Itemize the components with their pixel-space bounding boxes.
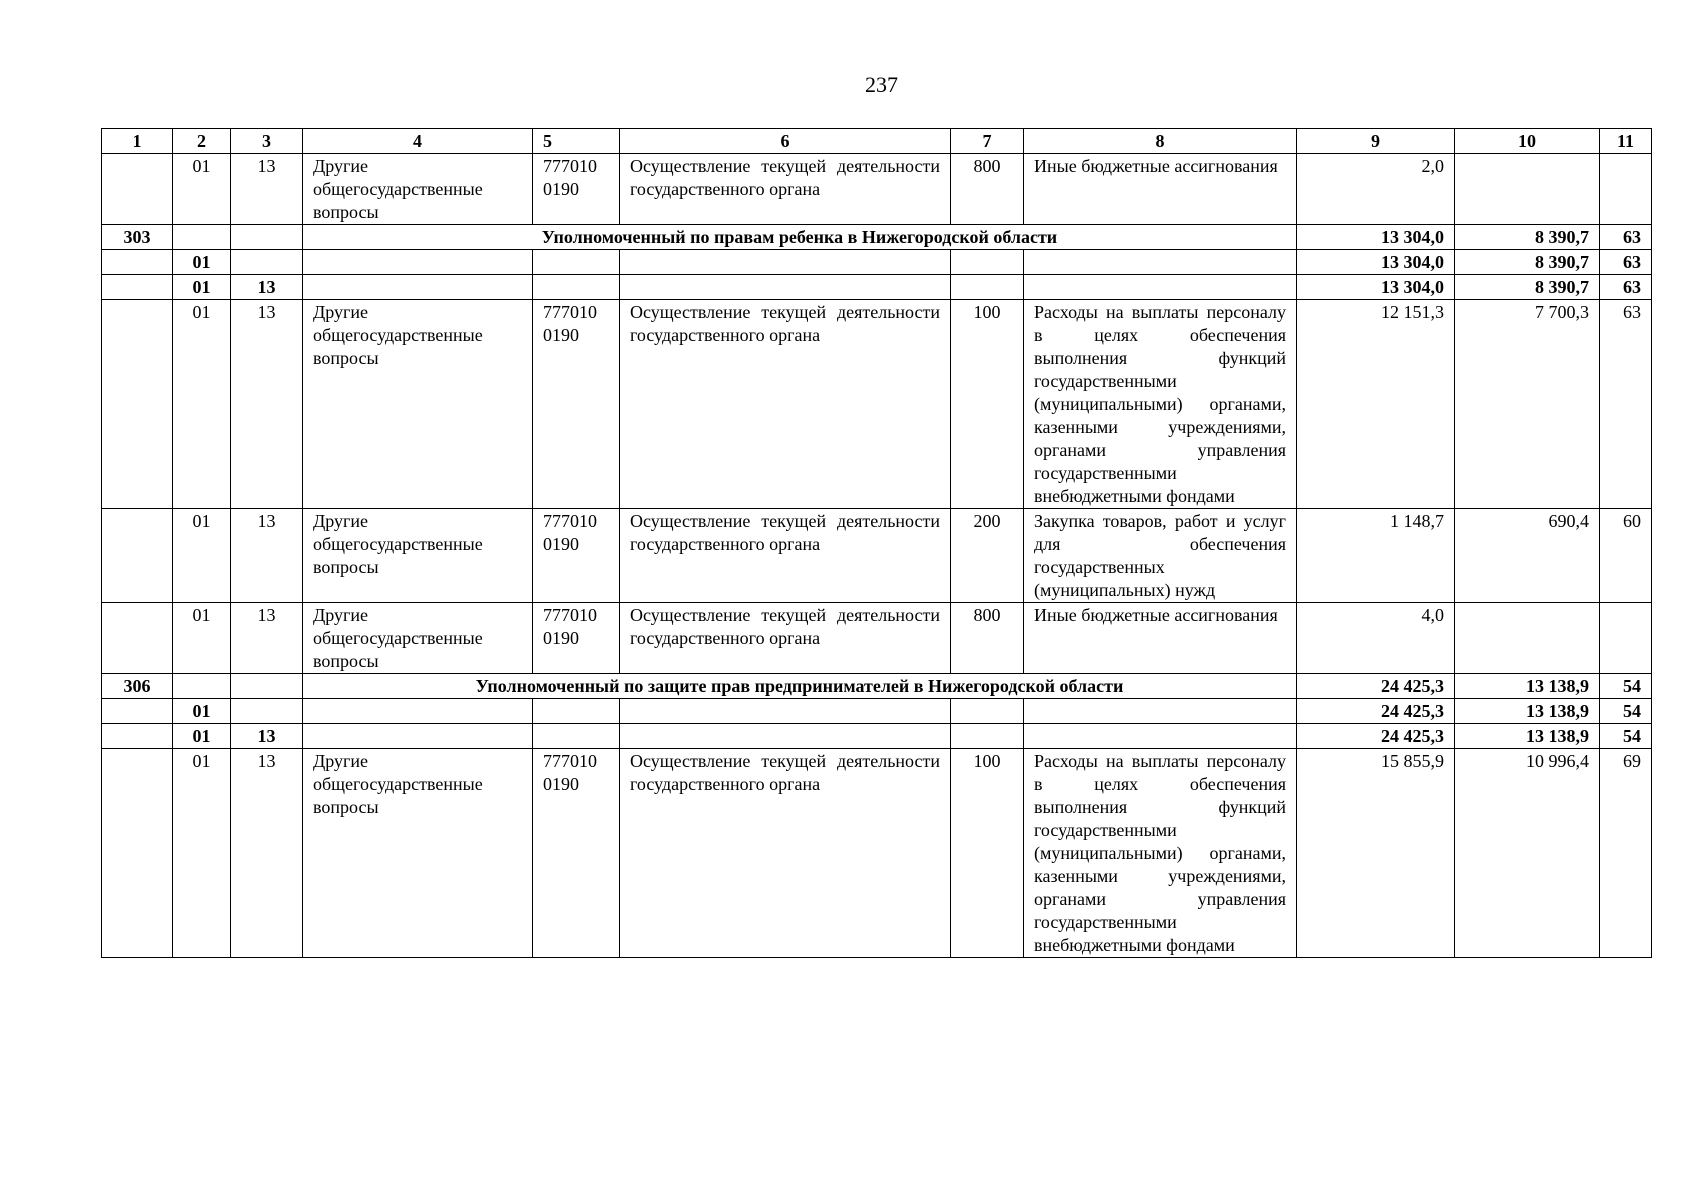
cell-subsection xyxy=(231,699,303,724)
cell-plan: 13 304,0 xyxy=(1297,225,1455,250)
cell-subsection: 13 xyxy=(231,275,303,300)
cell-plan: 13 304,0 xyxy=(1297,250,1455,275)
cell-percent: 63 xyxy=(1600,275,1652,300)
cell-actual xyxy=(1455,154,1600,225)
column-header: 7 xyxy=(951,129,1024,154)
table-row xyxy=(102,749,1652,958)
subtotal-row xyxy=(102,275,1652,300)
cell-target-article: 777010 0190 xyxy=(533,603,620,674)
cell-empty xyxy=(231,225,303,250)
cell-code xyxy=(102,603,173,674)
budget-table xyxy=(101,128,1652,958)
section-title-row xyxy=(102,674,1652,699)
cell-empty xyxy=(533,724,620,749)
cell-plan: 15 855,9 xyxy=(1297,749,1455,958)
cell-target-article: 777010 0190 xyxy=(533,509,620,603)
page-number: 237 xyxy=(865,72,898,97)
cell-expense-type: 100 xyxy=(951,749,1024,958)
column-header: 2 xyxy=(173,129,231,154)
cell-section: 01 xyxy=(173,603,231,674)
column-header: 3 xyxy=(231,129,303,154)
cell-empty xyxy=(620,699,951,724)
cell-subsection-name: Другие общегосударственные вопросы xyxy=(303,509,533,603)
cell-section: 01 xyxy=(173,250,231,275)
cell-target-article: 777010 0190 xyxy=(533,749,620,958)
cell-subsection-name: Другие общегосударственные вопросы xyxy=(303,154,533,225)
cell-target-article: 777010 0190 xyxy=(533,154,620,225)
cell-code xyxy=(102,275,173,300)
column-header: 10 xyxy=(1455,129,1600,154)
cell-subsection: 13 xyxy=(231,724,303,749)
cell-actual: 8 390,7 xyxy=(1455,225,1600,250)
subtotal-row xyxy=(102,250,1652,275)
cell-plan: 13 304,0 xyxy=(1297,275,1455,300)
cell-plan: 1 148,7 xyxy=(1297,509,1455,603)
cell-subsection-name: Другие общегосударственные вопросы xyxy=(303,749,533,958)
cell-subsection: 13 xyxy=(231,749,303,958)
cell-subsection: 13 xyxy=(231,154,303,225)
cell-empty xyxy=(1024,250,1297,275)
cell-code: 306 xyxy=(102,674,173,699)
cell-code xyxy=(102,699,173,724)
table-body xyxy=(102,154,1652,958)
cell-section: 01 xyxy=(173,300,231,509)
cell-code xyxy=(102,250,173,275)
column-header: 6 xyxy=(620,129,951,154)
table-row xyxy=(102,509,1652,603)
column-header: 11 xyxy=(1600,129,1652,154)
cell-code: 303 xyxy=(102,225,173,250)
cell-actual: 13 138,9 xyxy=(1455,699,1600,724)
cell-empty xyxy=(303,250,533,275)
cell-empty xyxy=(951,699,1024,724)
column-header: 1 xyxy=(102,129,173,154)
cell-empty xyxy=(620,724,951,749)
cell-percent: 63 xyxy=(1600,300,1652,509)
section-title-row xyxy=(102,225,1652,250)
column-header: 4 xyxy=(303,129,533,154)
cell-empty xyxy=(951,275,1024,300)
cell-percent: 54 xyxy=(1600,724,1652,749)
cell-plan: 4,0 xyxy=(1297,603,1455,674)
cell-empty xyxy=(951,724,1024,749)
cell-percent: 63 xyxy=(1600,250,1652,275)
cell-actual: 10 996,4 xyxy=(1455,749,1600,958)
cell-section: 01 xyxy=(173,699,231,724)
cell-expense-type: 200 xyxy=(951,509,1024,603)
cell-empty xyxy=(173,225,231,250)
cell-subsection-name: Другие общегосударственные вопросы xyxy=(303,300,533,509)
cell-section: 01 xyxy=(173,154,231,225)
cell-subsection: 13 xyxy=(231,509,303,603)
cell-code xyxy=(102,154,173,225)
cell-actual: 13 138,9 xyxy=(1455,724,1600,749)
cell-actual: 13 138,9 xyxy=(1455,674,1600,699)
cell-percent: 54 xyxy=(1600,699,1652,724)
cell-actual: 690,4 xyxy=(1455,509,1600,603)
cell-percent xyxy=(1600,603,1652,674)
cell-article-name: Осуществление текущей деятельности государственного органа xyxy=(620,300,951,509)
cell-plan: 2,0 xyxy=(1297,154,1455,225)
cell-percent: 60 xyxy=(1600,509,1652,603)
table-row xyxy=(102,603,1652,674)
cell-empty xyxy=(533,250,620,275)
column-header: 8 xyxy=(1024,129,1297,154)
column-header: 5 xyxy=(533,129,620,154)
cell-target-article: 777010 0190 xyxy=(533,300,620,509)
cell-subsection-name: Другие общегосударственные вопросы xyxy=(303,603,533,674)
cell-empty xyxy=(620,275,951,300)
cell-empty xyxy=(533,275,620,300)
cell-article-name: Осуществление текущей деятельности государственного органа xyxy=(620,509,951,603)
cell-expense-type-name: Иные бюджетные ассигнования xyxy=(1024,154,1297,225)
cell-subsection: 13 xyxy=(231,300,303,509)
cell-plan: 24 425,3 xyxy=(1297,674,1455,699)
cell-actual: 8 390,7 xyxy=(1455,275,1600,300)
cell-expense-type: 800 xyxy=(951,154,1024,225)
cell-percent: 54 xyxy=(1600,674,1652,699)
cell-section: 01 xyxy=(173,749,231,958)
cell-empty xyxy=(1024,699,1297,724)
cell-plan: 24 425,3 xyxy=(1297,699,1455,724)
cell-code xyxy=(102,509,173,603)
table-row xyxy=(102,300,1652,509)
section-title: Уполномоченный по правам ребенка в Нижегородской области xyxy=(303,225,1297,250)
cell-percent: 63 xyxy=(1600,225,1652,250)
cell-article-name: Осуществление текущей деятельности государственного органа xyxy=(620,154,951,225)
cell-expense-type: 800 xyxy=(951,603,1024,674)
cell-actual: 7 700,3 xyxy=(1455,300,1600,509)
cell-empty xyxy=(1024,275,1297,300)
cell-expense-type-name: Закупка товаров, работ и услуг для обеспечения государственных (муниципальных) нужд xyxy=(1024,509,1297,603)
table-header-row xyxy=(102,129,1652,154)
cell-article-name: Осуществление текущей деятельности государственного органа xyxy=(620,603,951,674)
cell-section: 01 xyxy=(173,275,231,300)
cell-section: 01 xyxy=(173,724,231,749)
column-header: 9 xyxy=(1297,129,1455,154)
cell-expense-type-name: Иные бюджетные ассигнования xyxy=(1024,603,1297,674)
cell-actual: 8 390,7 xyxy=(1455,250,1600,275)
cell-code xyxy=(102,724,173,749)
cell-plan: 12 151,3 xyxy=(1297,300,1455,509)
cell-empty xyxy=(533,699,620,724)
cell-empty xyxy=(620,250,951,275)
cell-code xyxy=(102,749,173,958)
cell-empty xyxy=(303,724,533,749)
cell-empty xyxy=(951,250,1024,275)
cell-actual xyxy=(1455,603,1600,674)
cell-empty xyxy=(303,699,533,724)
cell-code xyxy=(102,300,173,509)
cell-plan: 24 425,3 xyxy=(1297,724,1455,749)
cell-expense-type-name: Расходы на выплаты персоналу в целях обеспечения выполнения функций государственными (муниципальными) органами, казенными учреждениями, органами управления государственными внебюджетными фондами xyxy=(1024,300,1297,509)
cell-section: 01 xyxy=(173,509,231,603)
subtotal-row xyxy=(102,724,1652,749)
cell-percent xyxy=(1600,154,1652,225)
cell-percent: 69 xyxy=(1600,749,1652,958)
cell-expense-type-name: Расходы на выплаты персоналу в целях обеспечения выполнения функций государственными (муниципальными) органами, казенными учреждениями, органами управления государственными внебюджетными фондами xyxy=(1024,749,1297,958)
section-title: Уполномоченный по защите прав предпринимателей в Нижегородской области xyxy=(303,674,1297,699)
cell-subsection xyxy=(231,250,303,275)
cell-expense-type: 100 xyxy=(951,300,1024,509)
cell-subsection: 13 xyxy=(231,603,303,674)
cell-empty xyxy=(1024,724,1297,749)
table-row xyxy=(102,154,1652,225)
cell-empty xyxy=(173,674,231,699)
cell-empty xyxy=(303,275,533,300)
cell-empty xyxy=(231,674,303,699)
subtotal-row xyxy=(102,699,1652,724)
cell-article-name: Осуществление текущей деятельности государственного органа xyxy=(620,749,951,958)
